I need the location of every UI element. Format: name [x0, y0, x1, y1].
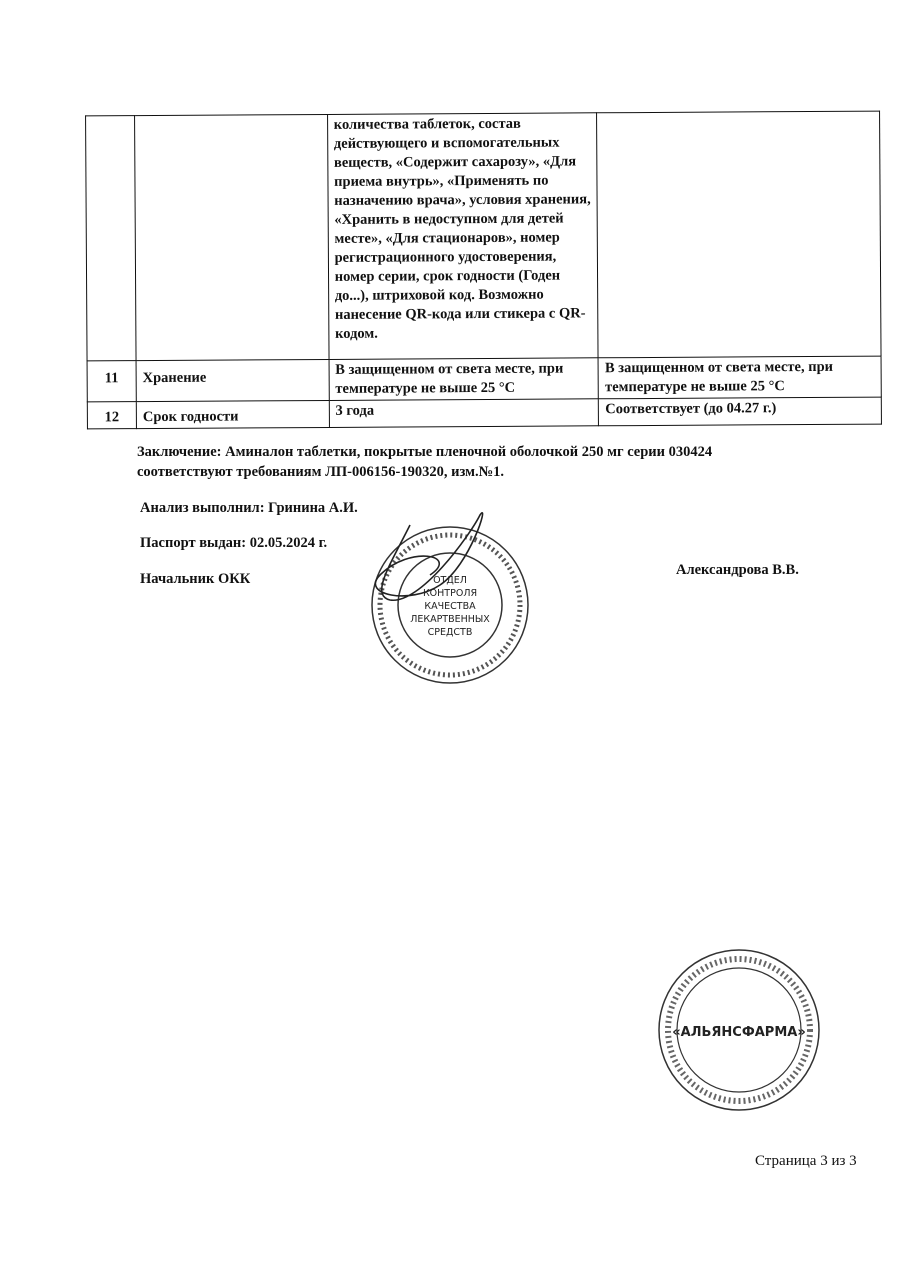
table-row — [87, 356, 881, 402]
row-result: В защищенном от света месте, при температуре не выше 25 °С — [598, 356, 881, 399]
row-requirement: количества таблеток, состав действующего и вспомогательных веществ, «Содержит сахарозу», «Для приема внутрь», «Применять по назначению врача», условия хранения, «Хранить в недоступном для детей месте», «Для стационаров», номер регистрационного удостоверения, номер серии, срок годности (Годен до...), штриховой код. Возможно нанесение QR-кода или стикера с QR-кодом. — [327, 113, 598, 360]
row-result — [597, 111, 881, 358]
conclusion-line-2: соответствуют требованиям ЛП-006156-190320, изм.№1. — [137, 464, 505, 480]
svg-text:КАЧЕСТВА: КАЧЕСТВА — [424, 601, 476, 612]
row-requirement: 3 года — [329, 399, 599, 428]
head-name: Александрова В.В. — [676, 562, 799, 578]
row-name: Срок годности — [136, 400, 329, 428]
spec-table — [85, 111, 882, 430]
table-row — [86, 111, 881, 361]
row-number — [86, 116, 136, 361]
qc-department-stamp-icon — [350, 505, 530, 690]
page-number: Страница 3 из 3 — [755, 1153, 857, 1169]
svg-text:СРЕДСТВ: СРЕДСТВ — [427, 627, 473, 638]
row-name: Хранение — [136, 359, 329, 401]
row-requirement: В защищенном от света месте, при температуре не выше 25 °С — [329, 358, 599, 401]
row-name — [134, 114, 328, 360]
row-number: 12 — [87, 402, 136, 429]
svg-text:«АЛЬЯНСФАРМА»: «АЛЬЯНСФАРМА» — [672, 1025, 806, 1040]
head-title: Начальник ОКК — [140, 571, 251, 587]
analysis-by: Анализ выполнил: Гринина А.И. — [140, 500, 358, 516]
svg-text:КОНТРОЛЯ: КОНТРОЛЯ — [422, 588, 478, 599]
passport-issued: Паспорт выдан: 02.05.2024 г. — [140, 535, 328, 551]
row-number: 11 — [87, 361, 136, 402]
table-row — [87, 397, 881, 429]
row-result: Соответствует (до 04.27 г.) — [599, 397, 882, 426]
svg-text:ОТДЕЛ: ОТДЕЛ — [433, 575, 467, 586]
conclusion-line-1: Заключение: Аминалон таблетки, покрытые пленочной оболочкой 250 мг серии 030424 — [137, 444, 713, 460]
svg-text:ЛЕКАРТВЕННЫХ: ЛЕКАРТВЕННЫХ — [410, 614, 490, 625]
company-seal-icon — [652, 945, 827, 1115]
